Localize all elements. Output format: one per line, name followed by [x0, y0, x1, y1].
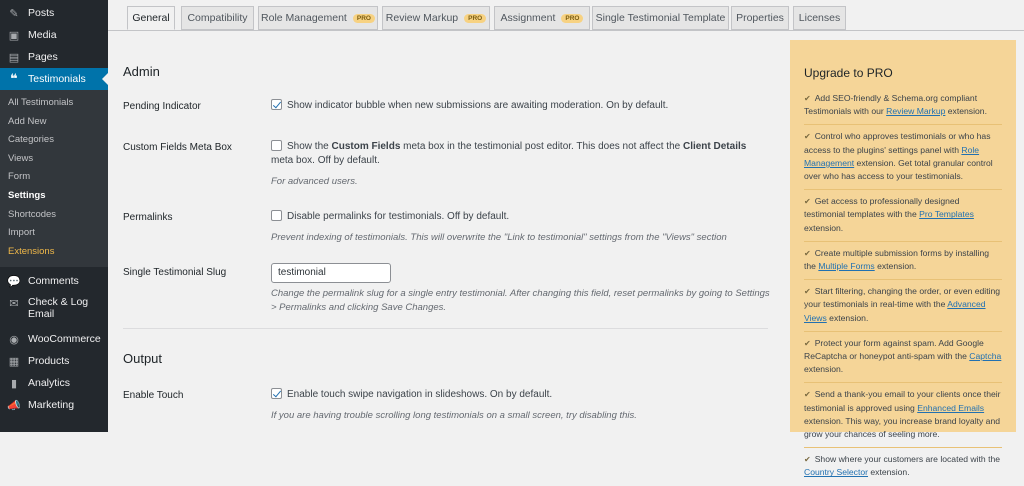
upgrade-link[interactable]: Role Management: [804, 144, 980, 168]
pending-indicator-label: Pending Indicator: [123, 101, 201, 112]
woocommerce-icon: ◉: [9, 333, 19, 346]
submenu-add-new[interactable]: Add New: [8, 115, 47, 127]
upgrade-text: Send a thank-you email to your clients once their testimonial is approved using: [804, 389, 1001, 413]
menu-marketing[interactable]: [0, 394, 108, 416]
tab-label: General: [132, 12, 170, 24]
upgrade-link[interactable]: Enhanced Emails: [917, 402, 985, 413]
menu-products[interactable]: [0, 350, 108, 372]
upgrade-text: Show where your customers are located with the: [814, 454, 1001, 465]
pro-badge: PRO: [561, 14, 583, 23]
submenu-form[interactable]: Form: [8, 171, 31, 183]
tab-single-testimonial-template[interactable]: [592, 6, 729, 30]
menu-label: Pages: [28, 51, 58, 63]
permalinks-checkbox[interactable]: [271, 210, 282, 221]
slug-hint: Change the permalink slug for a single entry testimonial. After changing this field, reset permalinks by going to Settings > Permalinks and clicking Save Changes.: [271, 288, 770, 313]
permalinks-field: [271, 210, 771, 224]
tab-label: Assignment: [500, 12, 556, 24]
submenu-categories[interactable]: Categories: [8, 134, 54, 146]
analytics-icon: ▮: [10, 377, 18, 390]
enable-touch-checkbox[interactable]: [271, 388, 282, 399]
tab-properties[interactable]: [731, 6, 789, 30]
pending-indicator-field: [271, 99, 771, 113]
enable-touch-hint: If you are having trouble scrolling long testimonials on a small screen, try disabling this.: [271, 410, 637, 421]
tab-review-markup[interactable]: [382, 6, 490, 30]
upgrade-item: [804, 280, 1002, 332]
submenu-extensions[interactable]: Extensions: [8, 245, 55, 257]
slug-input[interactable]: testimonial: [271, 263, 391, 283]
upgrade-link[interactable]: Review Markup: [886, 106, 946, 117]
upgrade-text: extension.: [804, 364, 844, 375]
section-divider: [123, 328, 768, 329]
check-icon: ✔: [804, 287, 811, 297]
permalinks-label: Permalinks: [123, 212, 173, 223]
menu-woocommerce[interactable]: [0, 328, 108, 350]
marketing-icon: 📣: [7, 399, 21, 412]
admin-sidebar: [0, 0, 108, 432]
upgrade-item: [804, 92, 1002, 125]
menu-check-log-email[interactable]: [0, 292, 108, 324]
pin-icon: ✎: [9, 7, 19, 20]
pro-badge: PRO: [353, 14, 375, 23]
upgrade-item: [804, 190, 1002, 242]
custom-fields-hint: For advanced users.: [271, 176, 358, 187]
comments-icon: 💬: [7, 275, 21, 288]
upgrade-item: [804, 125, 1002, 190]
upgrade-text: Start filtering, changing the order, or even editing your testimonials in real-time with the: [804, 286, 1001, 310]
enable-touch-field: [271, 388, 771, 402]
tab-label: Review Markup: [385, 12, 459, 24]
pending-indicator-text: Show indicator bubble when new submissions are awaiting moderation. On by default.: [287, 100, 669, 111]
upgrade-text: extension.: [945, 106, 987, 117]
check-icon: ✔: [804, 94, 811, 103]
settings-content: [108, 31, 780, 432]
tab-label: Role Management: [261, 12, 347, 24]
custom-fields-label: Custom Fields Meta Box: [123, 142, 232, 153]
upgrade-text: Control who approves testimonials or who has access to the plugins' settings panel with: [804, 131, 991, 155]
upgrade-title: Upgrade to PRO: [804, 66, 893, 80]
tab-assignment[interactable]: [494, 6, 590, 30]
upgrade-link[interactable]: Multiple Forms: [818, 261, 875, 272]
check-icon: ✔: [804, 390, 811, 400]
submenu-import[interactable]: Import: [8, 227, 35, 239]
upgrade-item: [804, 448, 1002, 485]
menu-analytics[interactable]: [0, 372, 108, 394]
upgrade-text: extension.: [804, 222, 844, 233]
menu-label: Check & Log Email: [28, 296, 89, 321]
upgrade-text: extension. Get total granular control over who has access to your testimonials.: [804, 157, 993, 182]
check-icon: ✔: [804, 338, 811, 348]
custom-fields-bold-b: Client Details: [682, 141, 747, 152]
submenu-views[interactable]: Views: [8, 152, 34, 164]
custom-fields-field: [271, 140, 771, 168]
menu-label: Analytics: [28, 377, 71, 390]
tab-label: Licenses: [798, 12, 841, 24]
email-icon: ✉: [9, 297, 19, 310]
upgrade-item: [804, 383, 1002, 448]
custom-fields-text-c: meta box. Off by default.: [271, 155, 380, 166]
menu-label: Products: [28, 355, 70, 368]
menu-label: Comments: [28, 275, 79, 288]
permalinks-hint: Prevent indexing of testimonials. This will overwrite the "Link to testimonial" settings from the "Views" section: [271, 232, 727, 243]
check-icon: ✔: [804, 248, 811, 258]
upgrade-link[interactable]: Advanced Views: [804, 299, 986, 323]
check-icon: ✔: [804, 132, 811, 142]
menu-testimonials[interactable]: [0, 68, 108, 90]
products-icon: ▦: [8, 355, 20, 368]
tab-role-management[interactable]: [258, 6, 378, 30]
custom-fields-text-b: meta box in the testimonial post editor. This does not affect the: [400, 141, 683, 152]
upgrade-text: Protect your form against spam. Add Google ReCaptcha or honeypot anti-spam with the: [804, 337, 984, 362]
quote-icon: ❝: [10, 71, 18, 86]
tab-general[interactable]: [127, 6, 175, 30]
tab-compatibility[interactable]: [181, 6, 254, 30]
permalinks-text: Disable permalinks for testimonials. Off by default.: [287, 211, 510, 222]
check-icon: ✔: [804, 455, 811, 465]
upgrade-text: extension.: [826, 312, 869, 323]
menu-posts[interactable]: [0, 2, 108, 24]
section-title-admin: Admin: [123, 64, 160, 79]
menu-pages[interactable]: [0, 46, 108, 68]
upgrade-link[interactable]: Country Selector: [804, 467, 869, 478]
custom-fields-bold-a: Custom Fields: [331, 141, 401, 152]
upgrade-item: [804, 242, 1002, 280]
custom-fields-checkbox[interactable]: [271, 140, 282, 151]
tab-label: Properties: [736, 12, 784, 24]
submenu-shortcodes[interactable]: Shortcodes: [8, 208, 57, 220]
enable-touch-label: Enable Touch: [123, 390, 184, 401]
tab-licenses[interactable]: [793, 6, 846, 30]
slug-label: Single Testimonial Slug: [123, 267, 227, 278]
check-icon: ✔: [804, 197, 811, 207]
upgrade-panel: [790, 40, 1016, 478]
tab-label: Compatibility: [187, 12, 248, 24]
menu-label: Posts: [28, 7, 55, 19]
testimonials-submenu: [0, 90, 108, 267]
upgrade-text: extension. This way, you increase brand loyalty and grow your chances of seeling more.: [804, 415, 1001, 440]
menu-label: Marketing: [28, 399, 75, 412]
upgrade-item: [804, 332, 1002, 384]
tab-label: Single Testimonial Template: [595, 12, 726, 24]
upgrade-link[interactable]: Captcha: [969, 351, 1002, 362]
submenu-all-testimonials[interactable]: All Testimonials: [8, 97, 74, 108]
pages-icon: ▤: [8, 51, 20, 64]
menu-media[interactable]: [0, 24, 108, 46]
section-title-output: Output: [123, 351, 163, 366]
pending-indicator-checkbox[interactable]: [271, 99, 282, 110]
menu-comments[interactable]: [0, 270, 108, 292]
submenu-settings[interactable]: Settings: [8, 189, 46, 201]
upgrade-text: extension.: [874, 261, 917, 272]
upgrade-link[interactable]: Pro Templates: [919, 209, 974, 220]
upgrade-text: Get access to professionally designed testimonial templates with the: [804, 196, 960, 220]
menu-label: Testimonials: [28, 73, 86, 85]
upgrade-text: extension.: [868, 467, 910, 478]
media-icon: ▣: [8, 29, 20, 42]
upgrade-text: Create multiple submission forms by installing the: [804, 247, 990, 272]
menu-label: Media: [28, 29, 57, 41]
enable-touch-text: Enable touch swipe navigation in slideshows. On by default.: [287, 389, 553, 400]
custom-fields-text-a: Show the: [287, 141, 332, 152]
upgrade-text: Add SEO-friendly & Schema.org compliant Testimonials with our: [804, 93, 978, 117]
pro-badge: PRO: [464, 14, 486, 23]
menu-label: WooCommerce: [28, 333, 101, 346]
